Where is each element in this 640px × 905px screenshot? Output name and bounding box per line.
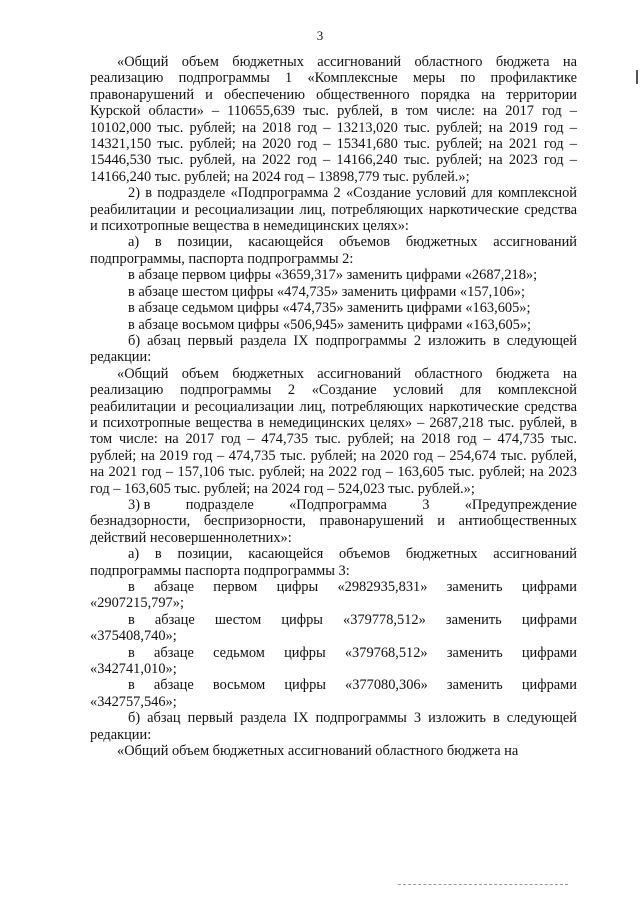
paragraph-quote-subprogram-2: «Общий объем бюджетных ассигнований областного бюджета на реализацию подпрограммы 2 «Создание условий для комплексной реабилитации и ресоциализации лиц, потребляющих наркотические средства и психотропные вещества в немедицинских целях» – 2687,218 тыс. рублей, в том числе: на 2017 год – 474,735 тыс. рублей; на 2018 год – 474,735 тыс. рублей; на 2019 год – 474,735 тыс. рублей; на 2020 год – 254,674 тыс. рублей, на 2021 год – 157,106 тыс. рублей; на 2022 год – 163,605 тыс. рублей; на 2023 год – 163,605 тыс. рублей; на 2024 год – 524,023 тыс. рублей.»; bbox=[90, 365, 577, 497]
word: «379778,512» bbox=[343, 611, 426, 628]
paragraph-quote-subprogram-3-start: «Общий объем бюджетных ассигнований областного бюджета на bbox=[117, 743, 519, 760]
word: абзаце bbox=[153, 677, 194, 694]
paragraph-position-a-3: а) в позиции, касающейся объемов бюджетных ассигнований подпрограммы паспорта подпрограммы 3: bbox=[90, 546, 577, 579]
word: шестом bbox=[214, 611, 262, 628]
word: «Подпрограмма bbox=[289, 496, 387, 513]
paragraph-subsection-2: 2) в подразделе «Подпрограмма 2 «Создание условий для комплексной реабилитации и ресоциализации лиц, потребляющих наркотические средства и психотропные вещества в немедицинских целях»: bbox=[90, 185, 577, 235]
word: заменить bbox=[446, 644, 503, 661]
paragraph-replace-seventh: в абзаце седьмом цифры «474,735» заменить цифрами «163,605»; bbox=[128, 300, 531, 317]
word: 3) в bbox=[128, 496, 151, 513]
word: в bbox=[128, 644, 135, 661]
word: первом bbox=[213, 579, 258, 595]
word: цифры bbox=[276, 579, 319, 595]
paragraph-replace-first: в абзаце первом цифры «3659,317» заменить цифрами «2687,218»; bbox=[128, 267, 538, 284]
word: «377080,306» bbox=[345, 677, 428, 694]
paragraph-subsection-3-rest: безнадзорности, беспризорности, правонарушений и антиобщественных действий несовершеннолетних»: bbox=[90, 513, 577, 546]
page-number: 3 bbox=[316, 28, 324, 43]
word: абзаце bbox=[154, 611, 195, 628]
word: цифрами bbox=[521, 579, 577, 595]
document-body bbox=[90, 54, 577, 759]
word: в bbox=[128, 611, 135, 628]
word: цифры bbox=[284, 677, 326, 694]
word: цифрами bbox=[521, 644, 577, 661]
paragraph-replace-eighth-3-rest: «342757,546»; bbox=[90, 693, 177, 710]
word: в bbox=[128, 677, 135, 694]
word: 3 bbox=[422, 496, 430, 513]
word: абзаце bbox=[154, 579, 194, 595]
word: в bbox=[128, 579, 135, 595]
word: заменить bbox=[446, 579, 503, 595]
paragraph-replace-sixth-3-rest: «375408,740»; bbox=[90, 628, 177, 645]
word: цифрами bbox=[521, 677, 577, 694]
word: подразделе bbox=[185, 496, 254, 513]
word: седьмом bbox=[213, 644, 265, 661]
word: цифры bbox=[284, 644, 326, 661]
paragraph-position-a-2: а) в позиции, касающейся объемов бюджетных ассигнований подпрограммы, паспорта подпрограммы 2: bbox=[90, 234, 577, 267]
scan-edge-mark bbox=[632, 70, 638, 84]
paragraph-quote-subprogram-1: «Общий объем бюджетных ассигнований областного бюджета на реализацию подпрограммы 1 «Комплексные меры по профилактике правонарушений и обеспечению общественного порядка на территории Курской области» – 110655,639 тыс. рублей, в том числе: на 2017 год – 10102,000 тыс. рублей; на 2018 год – 13213,020 тыс. рублей; на 2019 год – 14321,150 тыс. рублей; на 2020 год – 15341,680 тыс. рублей; на 2021 год – 15446,530 тыс. рублей, на 2022 год – 14166,240 тыс. рублей; на 2023 год – 14166,240 тыс. рублей; на 2024 год – 13898,779 тыс. рублей.»; bbox=[90, 54, 577, 185]
word: восьмом bbox=[212, 677, 266, 694]
paragraph-b-2: б) абзац первый раздела IX подпрограммы 2 изложить в следующей редакции: bbox=[90, 332, 577, 366]
footer-rule bbox=[398, 884, 568, 885]
word: «2982935,831» bbox=[337, 579, 428, 595]
paragraph-replace-seventh-3 bbox=[128, 645, 577, 661]
word: цифры bbox=[281, 611, 323, 628]
paragraph-replace-seventh-3-rest: «342741,010»; bbox=[90, 661, 177, 678]
paragraph-replace-eighth: в абзаце восьмом цифры «506,945» заменить цифрами «163,605»; bbox=[128, 316, 532, 333]
word: заменить bbox=[445, 611, 502, 628]
paragraph-replace-eighth-3 bbox=[128, 677, 577, 693]
word: абзаце bbox=[154, 644, 194, 661]
paragraph-replace-first-3-rest: «2907215,797»; bbox=[90, 595, 184, 612]
word: «Предупреждение bbox=[464, 496, 577, 513]
word: «379768,512» bbox=[344, 644, 428, 661]
paragraph-replace-sixth-3 bbox=[128, 612, 577, 628]
word: заменить bbox=[446, 677, 503, 694]
word: цифрами bbox=[521, 611, 577, 628]
paragraph-replace-first-3 bbox=[128, 579, 577, 595]
paragraph-b-3: б) абзац первый раздела IX подпрограммы 3 изложить в следующей редакции: bbox=[90, 710, 577, 743]
paragraph-replace-sixth: в абзаце шестом цифры «474,735» заменить цифрами «157,106»; bbox=[128, 283, 526, 300]
paragraph-subsection-3-first-line bbox=[128, 497, 577, 513]
